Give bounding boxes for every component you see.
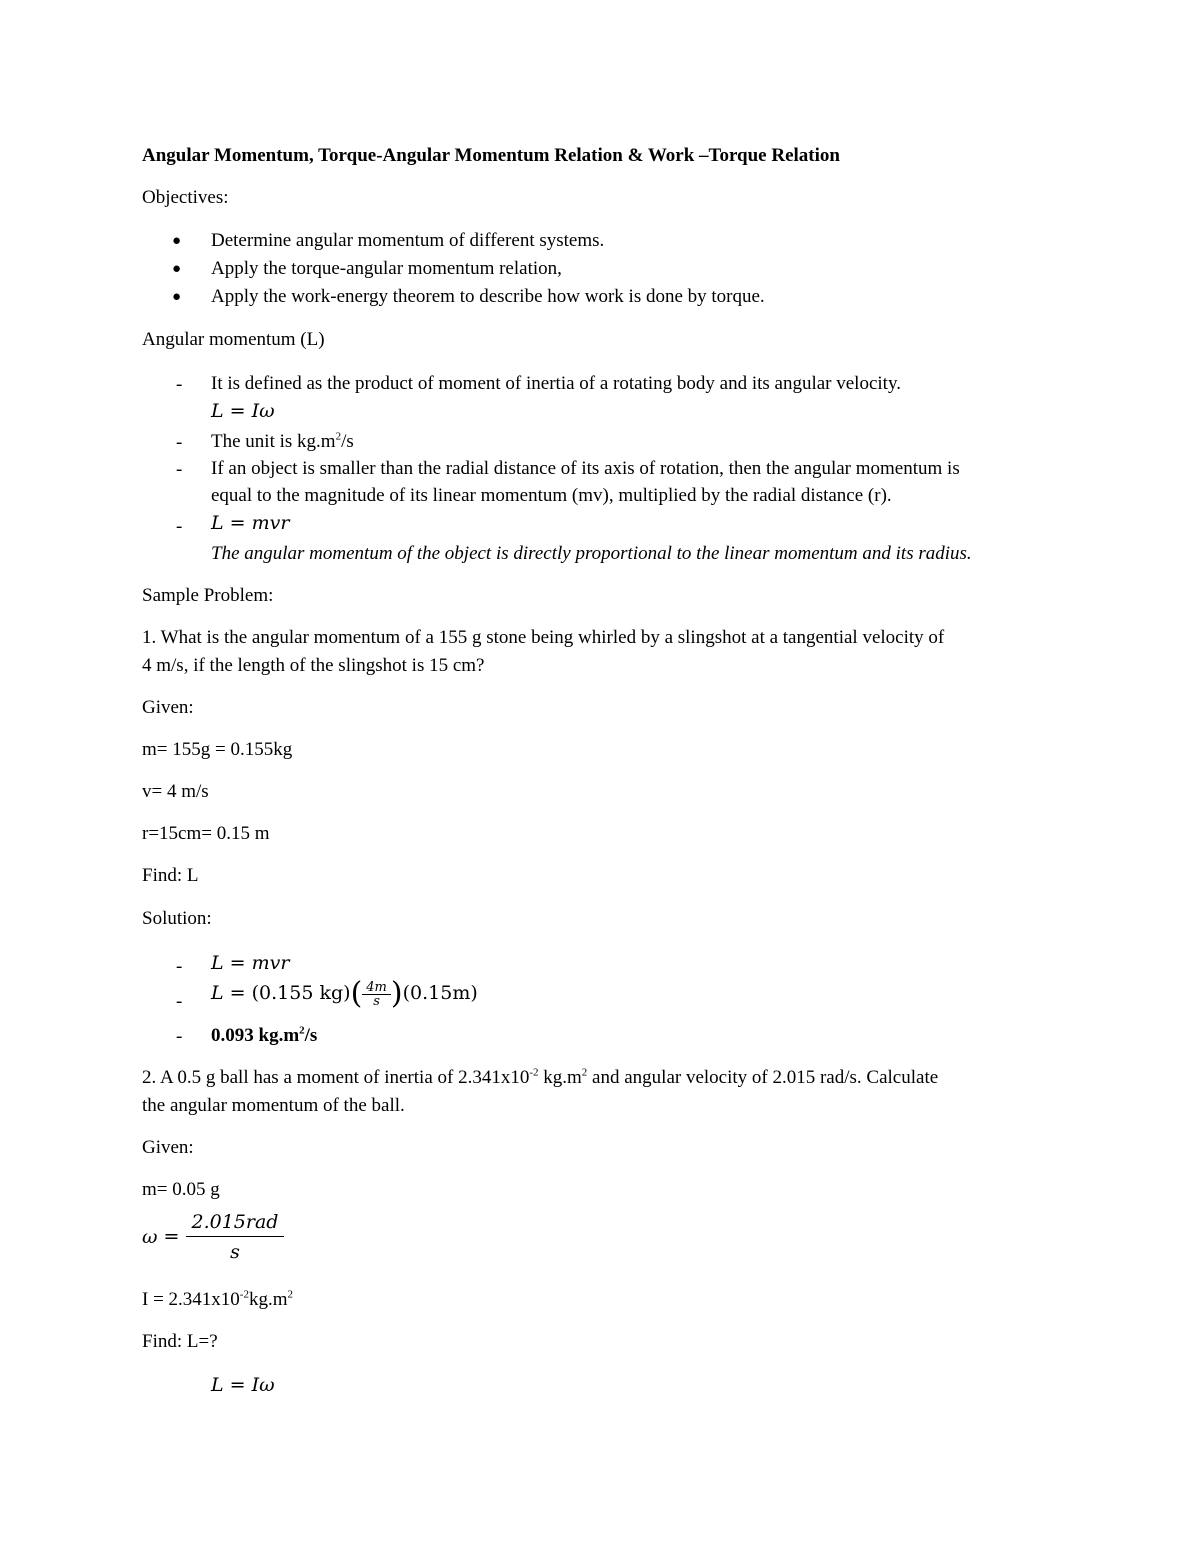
problem2-given-label: Given: <box>142 1137 194 1158</box>
page-title: Angular Momentum, Torque-Angular Momentum Relation & Work –Torque Relation <box>142 145 840 166</box>
problem2-line2: the angular momentum of the ball. <box>142 1095 405 1116</box>
problem1-line2: 4 m/s, if the length of the slingshot is 15 cm? <box>142 655 485 676</box>
problem2-line1: 2. A 0.5 g ball has a moment of inertia of $2.341x10^{-2}$ $kg.m^2$ and angular velocity of 2.015 rad/s. Calculate <box>142 1066 939 1088</box>
problem1-given-velocity: v= 4 m/s <box>142 781 209 802</box>
bullet-icon: ● <box>172 289 182 305</box>
problem2-find: Find: L=? <box>142 1331 218 1352</box>
problem2-omega-formula: ω = $\frac{\text{2.015rad}}{s}$ <box>142 1213 284 1262</box>
small-object-text-line2: equal to the magnitude of its linear momentum (mv), multiplied by the radial distance (r). <box>211 485 892 506</box>
solution-answer: 0.093 $kg.m^2/s$ <box>211 1024 318 1046</box>
bullet-icon: ● <box>172 233 182 249</box>
problem1-given-mass: m= 155g = 0.155kg <box>142 739 293 760</box>
small-object-text-line1: If an object is smaller than the radial distance of its axis of rotation, then the angular momentum is <box>211 458 960 479</box>
problem1-find: Find: L <box>142 865 199 886</box>
bullet-icon: ● <box>172 261 182 277</box>
definition-text: It is defined as the product of moment of inertia of a rotating body and its angular velocity. <box>211 373 901 394</box>
objective-item: Apply the torque-angular momentum relation, <box>211 258 562 279</box>
problem2-formula: L = Iω <box>211 1374 275 1396</box>
formula-l-equals-i-omega: L = Iω <box>211 400 275 422</box>
objective-item: Determine angular momentum of different systems. <box>211 230 605 251</box>
problem1-solution-label: Solution: <box>142 908 212 929</box>
problem1-given-radius: r=15cm= 0.15 m <box>142 823 270 844</box>
sample-problem-heading: Sample Problem: <box>142 585 274 606</box>
solution-step2-substitution: L = (0.155 kg)( $\frac{4m}{s}$ )(0.15m) <box>211 976 478 1011</box>
problem2-given-mass: m= 0.05 g <box>142 1179 220 1200</box>
unit-text: The unit is $kg.m^2/s$ <box>211 430 354 452</box>
problem2-inertia: $I = 2.341x10^{-2}kg.m^2$ <box>142 1288 293 1310</box>
proportional-note: The angular momentum of the object is directly proportional to the linear momentum and its radius. <box>211 543 972 564</box>
problem1-given-label: Given: <box>142 697 194 718</box>
document-page: Angular Momentum, Torque-Angular Momentum Relation & Work –Torque Relation Objectives: ● Determine angular momentum of different systems. ● Apply the torque-angular momentum relation, ● Apply the work-energy theorem to describe how work is done by torque. Angular momentum (L) - It is defined as the product of moment of inertia of a rotating body and its angular velocity. L = Iω - The unit is $kg.m^2/s$ - If an object is smaller than the radial distance of its axis of rotation, then the angular momentum is equal to the magnitude of its linear momentum (mv), multiplied by the radial distance (r). - L = mvr The angular momentum of the object is directly proportional to the linear momentum and its radius. Sample Problem: 1. What is the angular momentum of a 155 g stone being whirled by a slingshot at a tangential velocity of 4 m/s, if the length of the slingshot is 15 cm? Given: m= 155g = 0.155kg v= 4 m/s r=15cm= 0.15 m Find: L Solution: - L = mvr - L = (0.155 kg)( $\frac{4m}{s}$ )(0.15m) - 0.093 $kg.m^2/s$ 2. A 0.5 g ball has a moment of inertia of $2.341x10^{-2}$ $kg.m^2$ and angular velocity of 2.015 rad/s. Calculate the angular momentum of the ball. Given: m= 0.05 g ω = $\frac{\text{2.015rad}}{s}$ $I = 2.341x10^{-2}kg.m^2$ Find: L=? L = Iω <box>142 145 972 1396</box>
formula-l-equals-mvr: L = mvr <box>211 512 290 534</box>
solution-step1-formula: L = mvr <box>211 952 290 974</box>
objectives-heading: Objectives: <box>142 187 229 208</box>
problem1-line1: 1. What is the angular momentum of a 155 g stone being whirled by a slingshot at a tangential velocity of <box>142 627 945 648</box>
objective-item: Apply the work-energy theorem to describe how work is done by torque. <box>211 286 765 307</box>
angular-momentum-heading: Angular momentum (L) <box>142 329 325 350</box>
